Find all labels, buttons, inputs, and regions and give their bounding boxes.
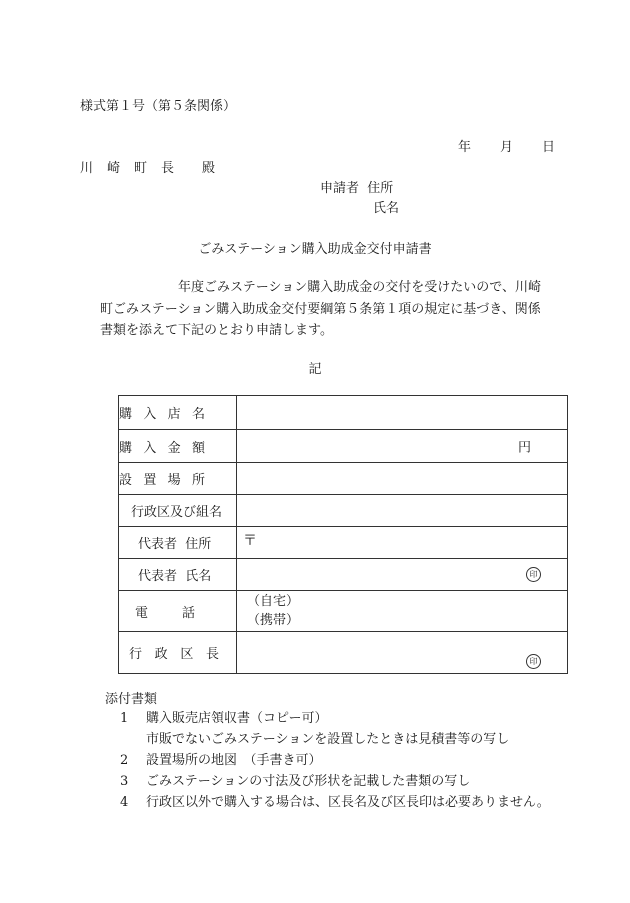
application-body [100,277,555,342]
rep-name-word: 氏名 [185,569,212,584]
year-label: 年 [458,140,472,155]
seal-icon: 印 [526,654,541,669]
application-form-table [118,395,568,674]
row-amount [119,430,568,463]
rep-prefix: 代表者 [138,569,178,584]
addressee [80,157,229,176]
label-char: 電 [135,605,149,621]
location-field[interactable] [237,463,568,495]
label-char: 行 [129,647,143,662]
label-char: 設 [119,473,133,488]
seal-icon: 印 [526,567,541,582]
rep-name-label [119,559,237,591]
district-chief-field[interactable] [237,632,568,674]
list-item [120,771,550,792]
label-char: 話 [181,605,195,621]
label-char: 長 [205,647,219,662]
rep-address-field[interactable] [237,527,568,559]
month-label: 月 [500,140,514,155]
row-rep-address [119,527,568,559]
label-char: 区 [180,647,194,662]
row-district [119,495,568,527]
list-item [120,750,550,771]
location-label [119,463,237,495]
item-number: 2 [120,753,129,768]
attachments-list [120,708,550,813]
label-char: 入 [143,440,157,456]
label-char: 入 [143,407,157,422]
addressee-honorific: 殿 [202,161,230,176]
label-char: 額 [191,440,205,456]
day-label: 日 [542,140,556,155]
district-label: 行政区及び組名 [119,495,237,527]
label-char: 政 [154,647,168,662]
label-char: 名 [191,407,205,422]
body-line-1: 年度ごみステーション購入助成金の交付を受けたいので、川崎 [178,280,541,295]
row-location [119,463,568,495]
document-title: ごみステーション購入助成金交付申請書 [198,242,432,257]
list-item [120,708,550,729]
district-field[interactable] [237,495,568,527]
phone-field[interactable] [237,591,568,632]
item-text: ごみステーションの寸法及び形状を記載した書類の写し [146,774,471,789]
mobile-phone-label: （携帯） [247,613,300,628]
item-number: 3 [120,774,129,789]
applicant-address [320,177,393,196]
applicant-label: 申請者 [320,181,360,196]
phone-label [119,591,237,632]
body-line-2: 町ごみステーション購入助成金交付要綱第５条第１項の規定に基づき、関係 [100,301,541,317]
addressee-name: 川崎町長 [80,161,189,176]
row-rep-name [119,559,568,591]
rep-prefix: 代表者 [138,537,178,552]
ki-heading: 記 [308,362,322,377]
yen-unit: 円 [517,440,531,456]
label-char: 置 [143,473,157,488]
item-text: 設置場所の地図 （手書き可） [146,753,322,768]
row-store-name [119,396,568,430]
item-text: 購入販売店領収書（コピー可） [146,711,328,726]
body-line-3: 書類を添えて下記のとおり申請します。 [100,323,333,338]
store-name-field[interactable] [237,396,568,430]
row-district-chief [119,632,568,674]
label-char: 購 [119,440,133,456]
store-name-label [119,396,237,430]
applicant-address-label: 住所 [367,181,394,196]
rep-address-label [119,527,237,559]
item-text: 行政区以外で購入する場合は、区長名及び区長印は必要ありません。 [146,795,550,810]
item-number: 1 [120,711,129,726]
list-item [120,792,550,813]
label-char: 場 [167,473,181,488]
postal-mark-icon: 〒 [243,533,257,549]
form-number: 様式第１号（第５条関係） [80,99,237,114]
item-text: 市販でないごみステーションを設置したときは見積書等の写し [146,732,510,747]
rep-name-field[interactable] [237,559,568,591]
label-char: 購 [119,407,133,422]
attachments-title: 添付書類 [105,692,158,707]
item-number: 4 [120,795,129,810]
row-phone [119,591,568,632]
list-item [120,729,550,750]
label-char: 所 [191,473,205,488]
district-chief-label [119,632,237,674]
amount-label [119,430,237,463]
label-char: 金 [167,440,181,456]
applicant-name-label: 氏名 [373,201,400,216]
rep-address-word: 住所 [185,537,212,552]
home-phone-label: （自宅） [247,594,300,609]
amount-field[interactable] [237,430,568,463]
label-char: 店 [167,407,181,422]
